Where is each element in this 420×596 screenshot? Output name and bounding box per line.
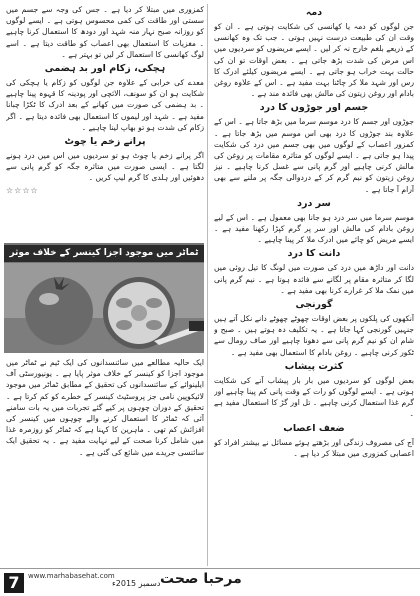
page-footer — [0, 568, 420, 596]
tomato-knife-photo — [4, 263, 204, 353]
body-paragraph: جوڑوں اور جسم کا درد موسم سرما میں بڑھ جاتا ہے ۔ اس کے علاوہ بند جوڑوں کا درد بھی اس موسم میں بڑھ جاتا ہے ۔ کمزور اعصاب کے لوگوں میں بھی جسم میں درد کی شکایت پیدا ہو جاتی ہے ۔ ایسے لوگوں کو متاثرہ مقامات پر روغن کی مالش کرنی چاہیے اور گرم پانی سے غسل کرنا چاہیے ۔ نیز روغن زیتون کو نیم گرم کر کے دردوالی جگہ پر ملنے سے بھی آرام آ جاتا ہے ۔ — [214, 117, 414, 194]
section-heading: دانت کا درد — [287, 248, 341, 260]
body-paragraph: موسم سرما میں سر درد ہو جانا بھی معمول ہے ۔ اس کے لیے روغن بادام کی مالش اور سر پر گرم کپڑا رکھنا مفید ہے ۔ ایسے مریض کو چائے میں ادرک ملا کر پینا چاہیے ۔ — [214, 212, 414, 245]
right-column — [214, 4, 414, 564]
left-column-top — [6, 4, 204, 240]
section-heading: پرانے زخم یا چوٹ — [64, 136, 146, 148]
tomato-illustration — [4, 263, 204, 353]
page-number: 7 — [4, 573, 24, 593]
body-paragraph: اگر پرانے زخم یا چوٹ ہو تو سردیوں میں اس میں درد ہونے لگتا ہے ۔ ایسی صورت میں متاثرہ جگہ کو گرم پانی سے دھوئیں اور ہلدی کا گرم لیپ کریں ۔ — [6, 151, 204, 183]
section-heading: جسم اور جوڑوں کا درد — [259, 102, 369, 114]
section-heading: ہچکی، زکام اور بد ہضمی — [44, 63, 166, 75]
section-heading: گورنجی — [295, 299, 333, 311]
body-paragraph: آنکھوں کی پلکوں پر بعض اوقات چھوٹے چھوٹے دانے نکل آتے ہیں جنہیں گورنجی کہا جاتا ہے ۔ یہ تکلیف دہ ہوتے ہیں ۔ صبح و شام ان کو نیم گرم پانی سے دھونا چاہیے اور صاف رومال سے ٹکور کرنی چاہیے ۔ روغن بادام کا استعمال بھی مفید ہے ۔ — [214, 314, 414, 357]
magazine-logo: مرحبا صحت — [160, 571, 242, 587]
body-paragraph: دانت اور داڑھ میں درد کی صورت میں لونگ کا تیل روئی میں لگا کر متاثرہ مقام پر لگانے سے فائدہ ہوتا ہے ۔ نیم گرم پانی میں نمک ملا کر غرارے کرنا بھی مفید ہے ۔ — [214, 263, 414, 295]
section-end-stars: ☆☆☆☆ — [6, 185, 39, 195]
section-heading: کثرت پیشاب — [284, 360, 344, 372]
feature-article — [6, 357, 204, 565]
body-paragraph: کمزوری میں مبتلا کر دیا ہے ۔ جس کی وجہ سے جسم میں سستی اور طاقت کی کمی محسوس ہوتی ہے ۔ ایسے لوگوں کو روزانہ صبح نہار منہ شہد اور دودھ کا استعمال کرنا چاہیے ۔ مغزیات کا استعمال بھی اعصاب کو طاقت دیتا ہے ۔ اسے لوگ کھانسی کا استعمال کر لیں تو بہتر ہے ۔ — [6, 5, 204, 59]
website-url[interactable]: www.marhabasehat.com — [28, 572, 115, 580]
body-paragraph: بعض لوگوں کو سردیوں میں بار بار پیشاب آنے کی شکایت ہوتی ہے ۔ ایسے لوگوں کو رات کے وقت پانی کم پینا چاہیے اور گرم غذا استعمال کرنی چاہیے ۔ تل اور گڑ کا استعمال مفید ہے ۔ — [214, 375, 414, 419]
body-paragraph: معدے کی خرابی کے علاوہ جن لوگوں کو زکام یا ہچکی کی شکایت ہو ان کو سونف، الائچی اور پودینہ کا قہوہ پینا چاہیے ۔ بد ہضمی کی صورت میں کھانے کے بعد ادرک کا ٹکڑا چبانا مفید ہے ۔ شہد اور لیموں کا استعمال بھی فائدہ دیتا ہے ۔ اگر زکام کی شدت ہو تو بھاپ لینا چاہیے ۔ — [6, 78, 204, 132]
feature-paragraph: ایک حالیہ مطالعے میں سائنسدانوں کی ایک ٹیم نے ٹماٹر میں موجود اجزا کو کینسر کے خلاف موثر پایا ہے ۔ یونیورسٹی آف ایلینوائے کے سائنسدانوں کی تحقیق کے مطابق ٹماٹر میں موجود لائیکوپین نامی جز پروسٹیٹ کینسر کے خطرے کو کم کرتا ہے ۔ تحقیق کے دوران چوہوں پر کیے گئے تجربات میں یہ بات سامنے آئی کہ ٹماٹر کا استعمال کرنے والے چوہوں میں کینسر کی افزائش کم تھی ۔ ماہرین کا کہنا ہے کہ ٹماٹر کو روزمرہ غذا میں شامل کرنا صحت کے لیے نہایت مفید ہے ۔ یہ تحقیق ایک سائنسی جریدے میں شائع کی گئی ہے ۔ — [6, 358, 204, 457]
issue-date: دسمبر 2015ء — [112, 579, 161, 588]
section-heading: ضعف اعصاب — [283, 422, 345, 434]
body-paragraph: آج کی مصروف زندگی اور بڑھتے ہوئے مسائل نے بیشتر افراد کو اعصابی کمزوری میں مبتلا کر دیا ہے ۔ — [214, 437, 414, 458]
column-divider — [207, 4, 208, 566]
section-heading: سر درد — [297, 197, 331, 209]
feature-banner: ٹماٹر میں موجود اجزا کینسر کے خلاف موثر — [4, 243, 204, 264]
body-paragraph: جن لوگوں کو دمہ یا کھانسی کی شکایت ہوتی ہے ۔ ان کو وقت ان کی طبیعت درست نہیں ہوتی ۔ جب تک وہ کھانسی کے ذریعے بلغم خارج نہ کر لیں ۔ ایسے مریضوں کو سردیوں میں اس مرض کی شدت بڑھ جاتی ہے ۔ بعض اوقات تو ان کی حالت بہت خراب ہو جاتی ہے ۔ ایسے مریضوں کیلئے ادرک کا رس اور شہد ملا کر چاٹنا بہت مفید ہے ۔ اس کے علاوہ روغن بادام اور روغن زیتون کی مالش بھی فائدہ مند ہے ۔ — [214, 22, 414, 99]
section-heading: دمہ — [305, 7, 323, 18]
